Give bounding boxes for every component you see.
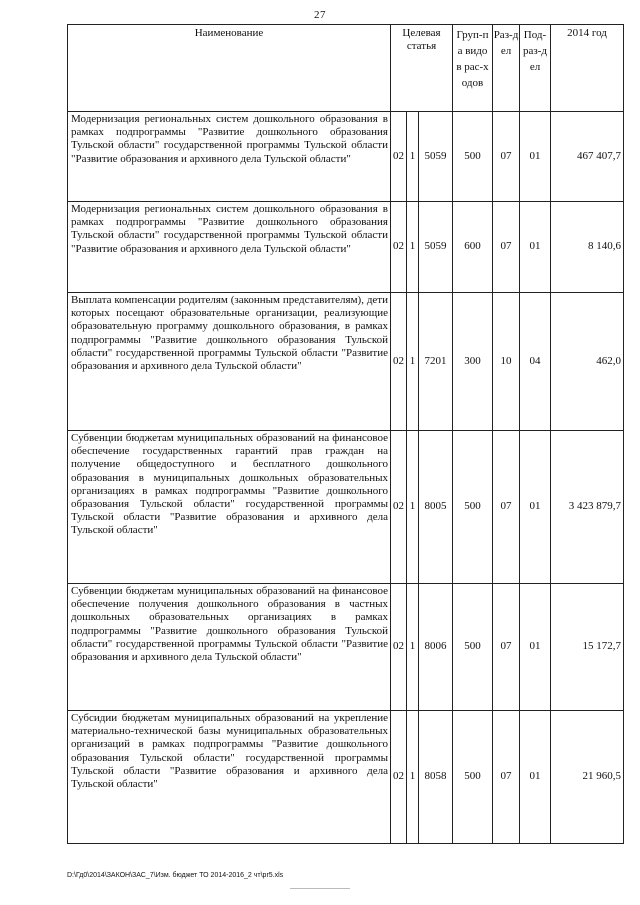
row-code-direction: 5059 [419,112,453,202]
row-subsection: 01 [520,584,551,711]
row-code-subprogram: 1 [407,711,419,844]
row-subsection: 01 [520,431,551,584]
table-row [68,711,624,844]
row-section: 07 [493,584,520,711]
row-code-direction: 5059 [419,202,453,293]
budget-table [67,24,624,844]
row-code-subprogram: 1 [407,202,419,293]
row-expense-group: 600 [453,202,493,293]
table-row [68,202,624,293]
row-name: Субсидии бюджетам муниципальных образований на укрепление материально-технической базы муниципальных образовательных организаций в рамках подпрограммы "Развитие дошкольного образования Тульской области" государственной программы Тульской области "Развитие образования и архивного дела Тульской области" [68,711,391,844]
row-subsection: 04 [520,293,551,431]
row-expense-group: 500 [453,431,493,584]
row-amount: 15 172,7 [551,584,624,711]
row-expense-group: 300 [453,293,493,431]
row-amount: 3 423 879,7 [551,431,624,584]
row-name: Модернизация региональных систем дошкольного образования в рамках подпрограммы "Развитие дошкольного образования Тульской области" государственной программы Тульской области "Развитие образования и архивного дела Тульской области" [68,202,391,293]
file-path-footer: D:\Гд0\2014\ЗАКОН\ЗАС_7\Изм. бюджет ТО 2014-2016_2 чт\pr5.xls [67,872,284,879]
row-amount: 462,0 [551,293,624,431]
row-section: 07 [493,711,520,844]
row-code-subprogram: 1 [407,584,419,711]
row-section: 07 [493,431,520,584]
page-number: 27 [314,9,326,21]
row-code-direction: 8058 [419,711,453,844]
row-code-program: 02 [391,711,407,844]
row-code-program: 02 [391,112,407,202]
row-expense-group: 500 [453,711,493,844]
row-code-program: 02 [391,202,407,293]
scan-artifact-line [290,888,350,889]
row-section: 07 [493,202,520,293]
row-code-direction: 8006 [419,584,453,711]
row-expense-group: 500 [453,584,493,711]
table-row [68,293,624,431]
row-subsection: 01 [520,202,551,293]
row-code-program: 02 [391,584,407,711]
row-code-program: 02 [391,293,407,431]
row-code-direction: 7201 [419,293,453,431]
row-name: Субвенции бюджетам муниципальных образований на финансовое обеспечение государственных гарантий прав граждан на получение общедоступного и бесплатного дошкольного образования в муниципальных дошкольных образовательных организациях в рамках подпрограммы "Развитие дошкольного образования Тульской области" государственной программы Тульской области "Развитие образования и архивного дела Тульской области" [68,431,391,584]
row-section: 07 [493,112,520,202]
row-code-subprogram: 1 [407,112,419,202]
row-name: Субвенции бюджетам муниципальных образований на финансовое обеспечение получения дошкольного образования в частных дошкольных образовательных организациях в рамках подпрограммы "Развитие дошкольного образования Тульской области" государственной программы Тульской области "Развитие образования и архивного дела Тульской области" [68,584,391,711]
row-code-subprogram: 1 [407,431,419,584]
header-subsection: Под-раз-дел [520,25,551,112]
table-row [68,112,624,202]
header-name: Наименование [68,25,391,112]
header-section: Раз-дел [493,25,520,112]
table-row [68,431,624,584]
row-section: 10 [493,293,520,431]
table-header-row [68,25,624,112]
row-name: Выплата компенсации родителям (законным представителям), дети которых посещают образовательные организации, реализующие образовательную программу дошкольного образования, в рамках подпрограммы "Развитие дошкольного образования Тульской области" государственной программы Тульской области "Развитие образования и архивного дела Тульской области" [68,293,391,431]
row-subsection: 01 [520,711,551,844]
row-amount: 21 960,5 [551,711,624,844]
row-amount: 467 407,7 [551,112,624,202]
header-expense-group: Груп-па видов рас-ходов [453,25,493,112]
header-year: 2014 год [551,25,624,112]
row-amount: 8 140,6 [551,202,624,293]
table-row [68,584,624,711]
row-code-program: 02 [391,431,407,584]
header-target-article: Целевая статья [391,25,453,112]
row-subsection: 01 [520,112,551,202]
row-code-subprogram: 1 [407,293,419,431]
row-expense-group: 500 [453,112,493,202]
row-code-direction: 8005 [419,431,453,584]
row-name: Модернизация региональных систем дошкольного образования в рамках подпрограммы "Развитие дошкольного образования Тульской области" государственной программы Тульской области "Развитие образования и архивного дела Тульской области" [68,112,391,202]
